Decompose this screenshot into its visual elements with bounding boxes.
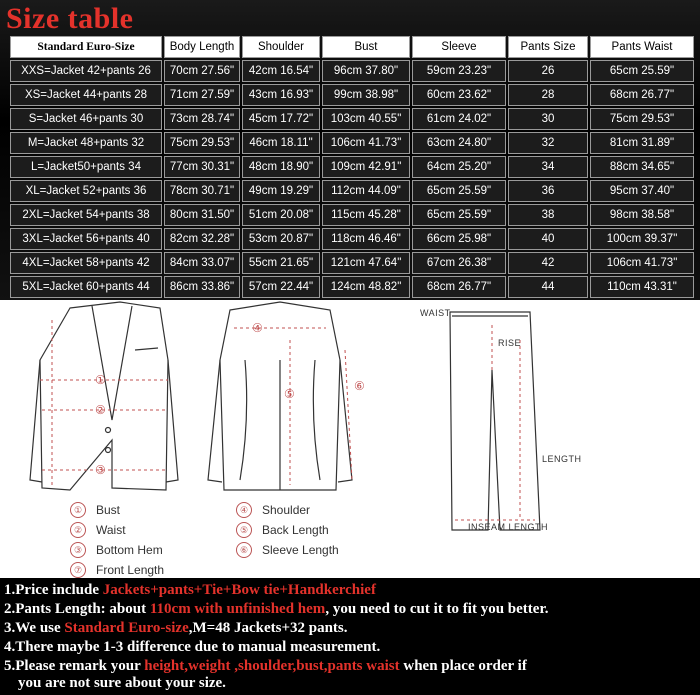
table-header-row [10,36,694,58]
legend-item: ⑦ Front Length [70,560,164,580]
table-cell: 64cm 25.20" [412,156,506,178]
legend-item: ⑥ Sleeve Length [236,540,339,560]
table-cell: 34 [508,156,588,178]
table-cell: 3XL=Jacket 56+pants 40 [10,228,162,250]
table-row [10,204,694,226]
table-cell: 95cm 37.40" [590,180,694,202]
table-cell: 71cm 27.59" [164,84,240,106]
table-cell: 43cm 16.93" [242,84,320,106]
mark-1: ① [95,373,106,387]
legend-item: ④ Shoulder [236,500,339,520]
table-cell: 75cm 29.53" [590,108,694,130]
size-table [8,34,696,300]
column-header: Pants Waist [590,36,694,58]
table-cell: 48cm 18.90" [242,156,320,178]
table-row [10,180,694,202]
table-cell: 78cm 30.71" [164,180,240,202]
table-cell: 65cm 25.59" [590,60,694,82]
table-row [10,108,694,130]
table-cell: 26 [508,60,588,82]
table-cell: 100cm 39.37" [590,228,694,250]
mark-2: ② [95,403,106,417]
table-cell: 55cm 21.65" [242,252,320,274]
table-cell: 109cm 42.91" [322,156,410,178]
table-cell: 106cm 41.73" [322,132,410,154]
column-header: Bust [322,36,410,58]
table-cell: 110cm 43.31" [590,276,694,298]
table-cell: 81cm 31.89" [590,132,694,154]
table-cell: XXS=Jacket 42+pants 26 [10,60,162,82]
table-cell: 68cm 26.77" [412,276,506,298]
table-cell: 5XL=Jacket 60+pants 44 [10,276,162,298]
column-header: Shoulder [242,36,320,58]
pants-rise-label: RISE [498,338,522,348]
table-cell: XL=Jacket 52+pants 36 [10,180,162,202]
table-cell: 112cm 44.09" [322,180,410,202]
table-cell: 28 [508,84,588,106]
table-row [10,228,694,250]
table-cell: 68cm 26.77" [590,84,694,106]
table-cell: 118cm 46.46" [322,228,410,250]
pants-inseam-label: INSEAM LENGTH [468,522,549,532]
table-row [10,276,694,298]
legend-left [70,500,164,580]
note-3: 3.We use Standard Euro-size,M=48 Jackets+32 pants. [4,620,348,636]
table-cell: 57cm 22.44" [242,276,320,298]
table-cell: 44 [508,276,588,298]
table-cell: 49cm 19.29" [242,180,320,202]
table-cell: 106cm 41.73" [590,252,694,274]
note-1: 1.Price include Jackets+pants+Tie+Bow tie+Handkerchief [4,582,376,598]
table-row [10,60,694,82]
table-cell: 4XL=Jacket 58+pants 42 [10,252,162,274]
table-cell: 61cm 24.02" [412,108,506,130]
table-cell: 60cm 23.62" [412,84,506,106]
table-cell: 96cm 37.80" [322,60,410,82]
table-cell: S=Jacket 46+pants 30 [10,108,162,130]
table-cell: 103cm 40.55" [322,108,410,130]
table-cell: 51cm 20.08" [242,204,320,226]
table-cell: 75cm 29.53" [164,132,240,154]
pants-waist-label: WAIST [420,308,451,318]
mark-4: ④ [252,321,263,335]
notes-panel [0,578,700,695]
note-4: 4.There maybe 1-3 difference due to manual measurement. [4,639,381,655]
table-cell: 84cm 33.07" [164,252,240,274]
table-cell: XS=Jacket 44+pants 28 [10,84,162,106]
table-cell: 82cm 32.28" [164,228,240,250]
table-cell: 66cm 25.98" [412,228,506,250]
legend-item: ⑤ Back Length [236,520,339,540]
mark-6: ⑥ [354,379,365,393]
mark-5: ⑤ [284,387,295,401]
table-cell: 115cm 45.28" [322,204,410,226]
legend-item: ② Waist [70,520,164,540]
table-cell: 70cm 27.56" [164,60,240,82]
table-cell: 45cm 17.72" [242,108,320,130]
table-cell: 42 [508,252,588,274]
table-cell: 73cm 28.74" [164,108,240,130]
table-cell: 53cm 20.87" [242,228,320,250]
table-cell: 65cm 25.59" [412,204,506,226]
table-cell: 99cm 38.98" [322,84,410,106]
measurement-diagram [0,300,700,578]
table-cell: 46cm 18.11" [242,132,320,154]
table-cell: L=Jacket50+pants 34 [10,156,162,178]
table-cell: 121cm 47.64" [322,252,410,274]
table-cell: 32 [508,132,588,154]
size-table-panel [0,0,700,300]
table-cell: 38 [508,204,588,226]
table-cell: 86cm 33.86" [164,276,240,298]
pants-length-label: LENGTH [542,454,582,464]
page-title: Size table [6,2,134,35]
table-cell: 65cm 25.59" [412,180,506,202]
table-cell: 80cm 31.50" [164,204,240,226]
table-cell: 67cm 26.38" [412,252,506,274]
mark-3: ③ [95,463,106,477]
note-5: 5.Please remark your height,weight ,shoulder,bust,pants waist when place order if [4,658,527,674]
column-header: Body Length [164,36,240,58]
note-2: 2.Pants Length: about 110cm with unfinished hem, you need to cut it to fit you better. [4,601,549,617]
table-cell: M=Jacket 48+pants 32 [10,132,162,154]
table-cell: 124cm 48.82" [322,276,410,298]
column-header: Standard Euro-Size [10,36,162,58]
table-cell: 2XL=Jacket 54+pants 38 [10,204,162,226]
legend-item: ① Bust [70,500,164,520]
table-cell: 59cm 23.23" [412,60,506,82]
table-row [10,252,694,274]
table-cell: 63cm 24.80" [412,132,506,154]
table-row [10,156,694,178]
legend-right [236,500,339,560]
table-cell: 30 [508,108,588,130]
table-cell: 77cm 30.31" [164,156,240,178]
table-cell: 36 [508,180,588,202]
note-5-cont: you are not sure about your size. [18,675,226,691]
table-cell: 42cm 16.54" [242,60,320,82]
table-cell: 40 [508,228,588,250]
table-cell: 98cm 38.58" [590,204,694,226]
table-cell: 88cm 34.65" [590,156,694,178]
column-header: Sleeve [412,36,506,58]
column-header: Pants Size [508,36,588,58]
table-row [10,84,694,106]
table-row [10,132,694,154]
legend-item: ③ Bottom Hem [70,540,164,560]
